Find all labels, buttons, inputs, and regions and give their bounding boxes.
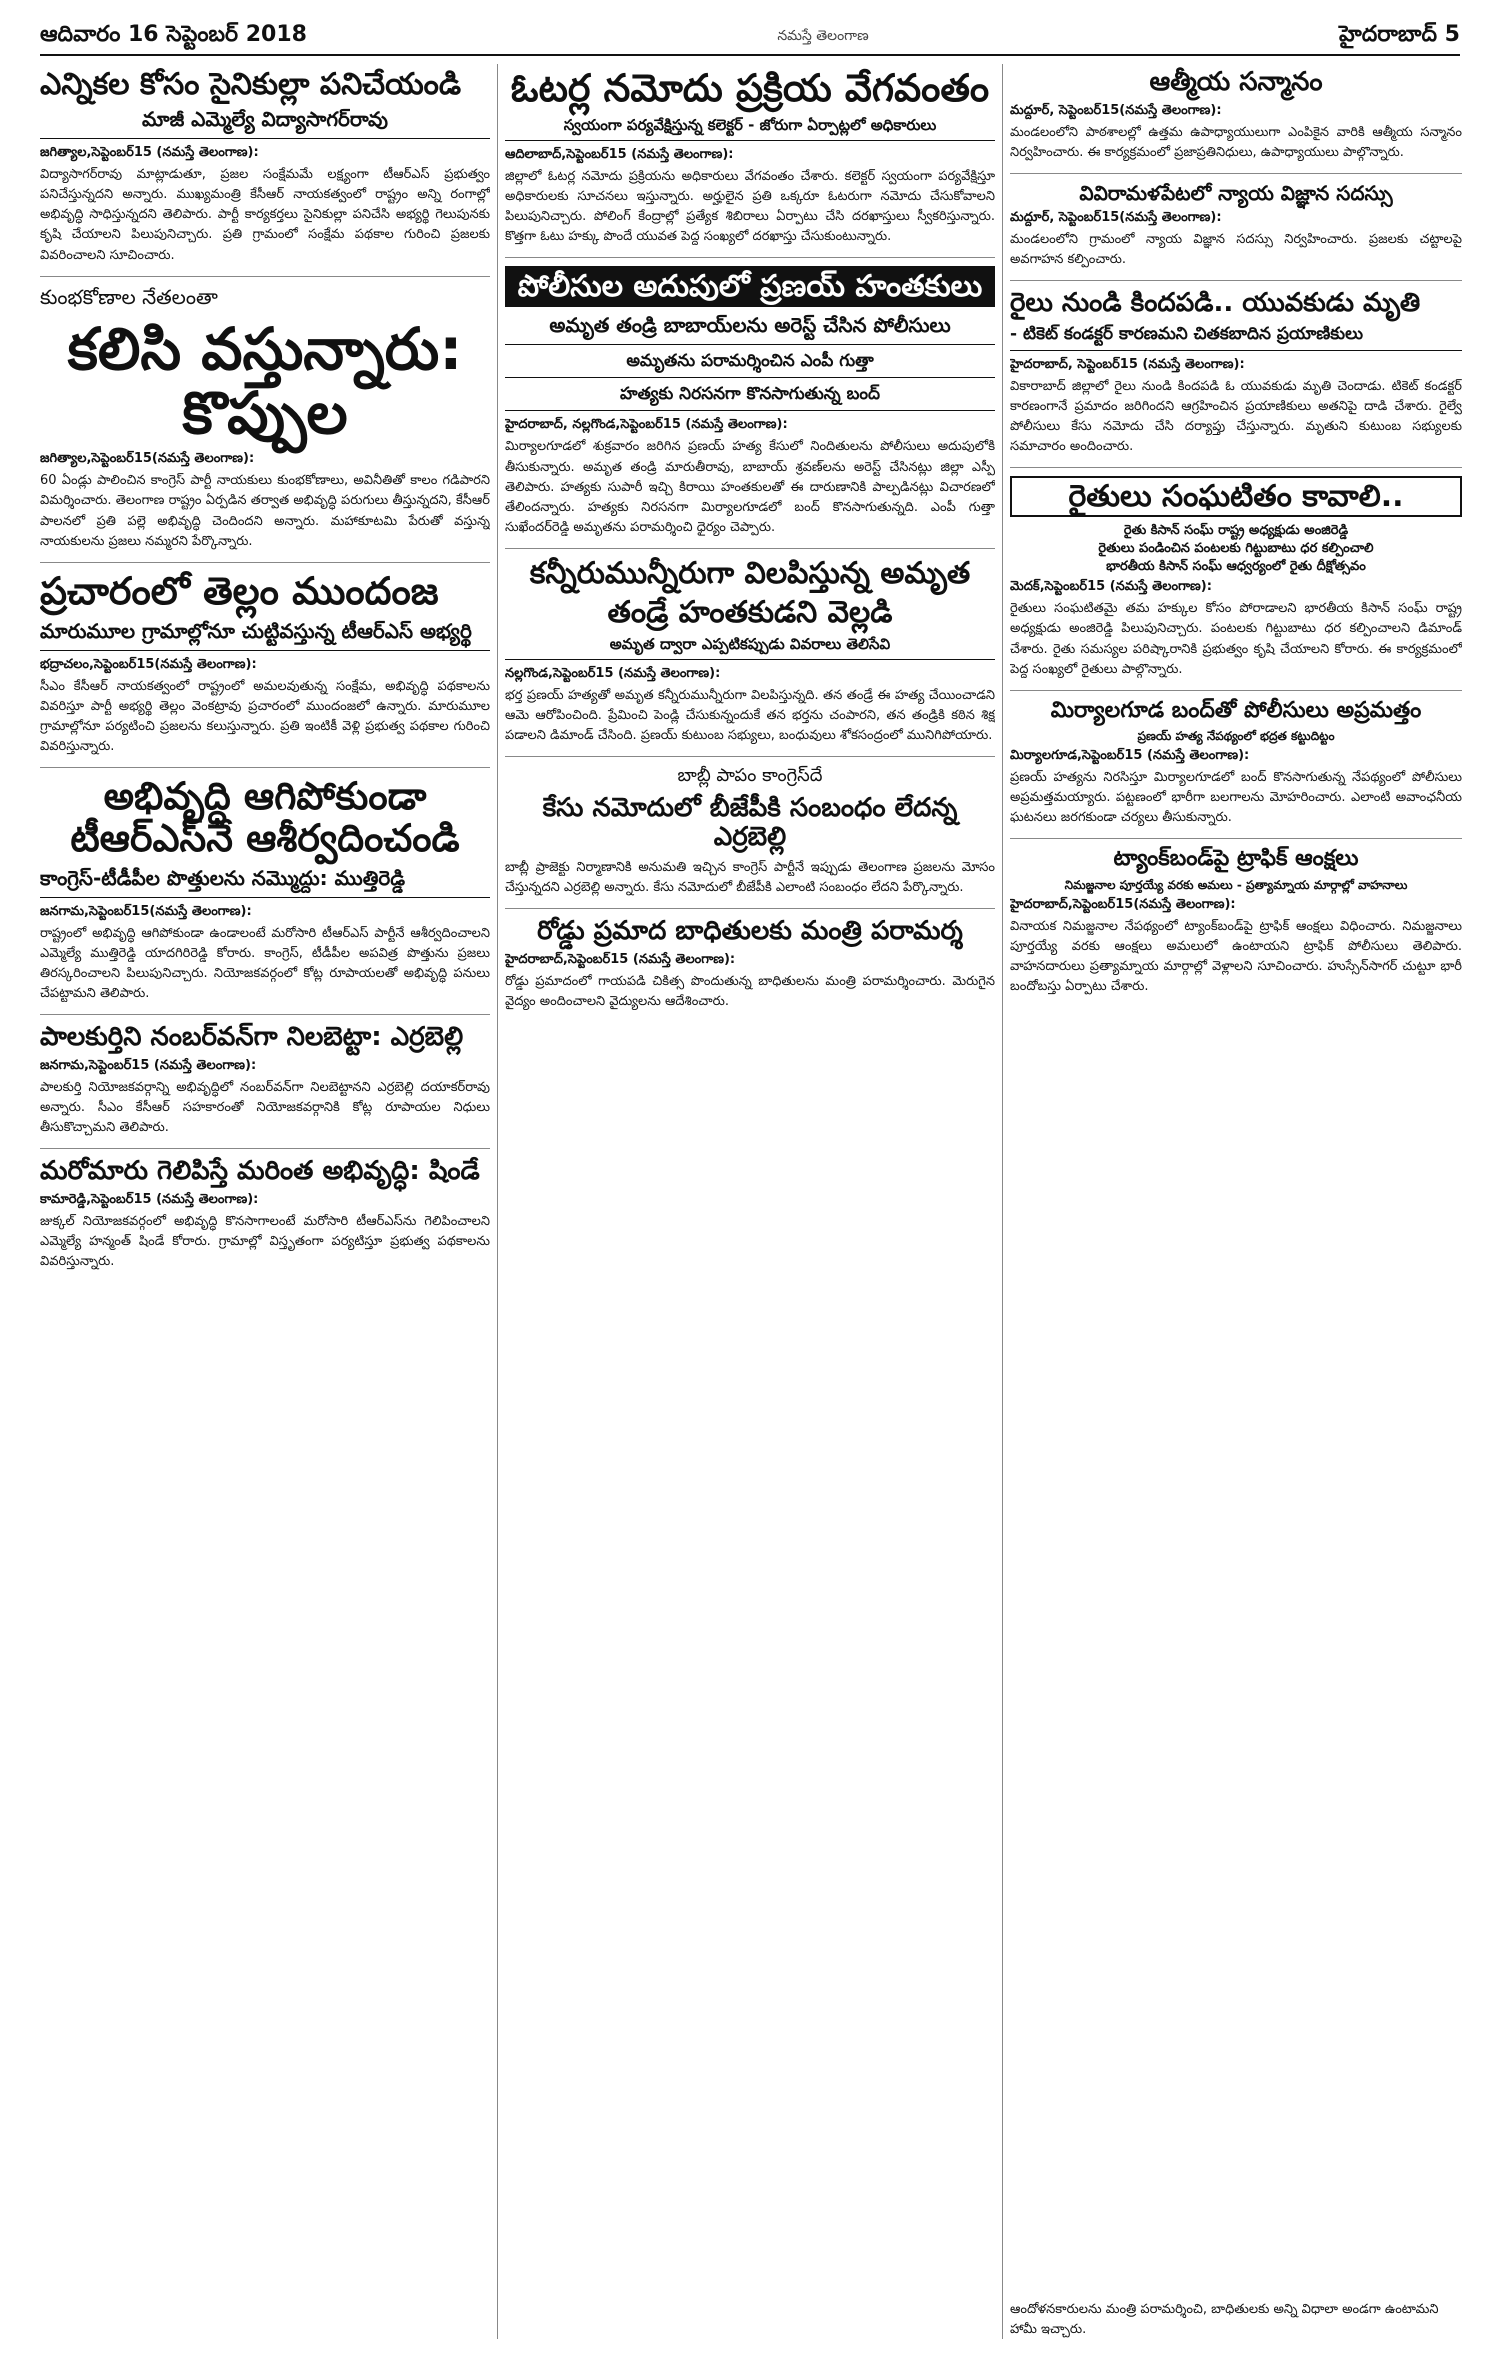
headline: రైలు నుండి కిందపడి.. యువకుడు మృతి xyxy=(1010,288,1421,319)
headline: మరోమారు గెలిపిస్తే మరింత అభివృద్ధి: షిండే xyxy=(40,1156,480,1187)
article-legal-awareness xyxy=(1010,182,1462,270)
subheadline: - టికెట్ కండక్టర్ కారణమని చితకబాదిన ప్రయాణికులు xyxy=(1010,324,1462,351)
article-body: జిల్లాలో ఓటర్ల నమోదు ప్రక్రియను అధికారులు వేగవంతం చేశారు. కలెక్టర్ స్వయంగా పర్యవేక్షిస్తూ అధికారులకు సూచనలు ఇస్తున్నారు. అర్హులైన ప్రతి ఒక్కరూ ఓటరుగా నమోదు చేసుకోవాలని పిలుపునిచ్చారు. పోలింగ్ కేంద్రాల్లో ప్రత్యేక శిబిరాలు ఏర్పాటు చేసి దరఖాస్తులు స్వీకరిస్తున్నారు. కొత్తగా ఓటు హక్కు పొందే యువత పెద్ద సంఖ్యలో దరఖాస్తు చేసుకుంటున్నారు. xyxy=(505,168,995,245)
headline: వివిరామళపేటలో న్యాయ విజ్ఞాన సదస్సు xyxy=(1079,180,1393,205)
headline: ఓటర్ల నమోదు ప్రక్రియ వేగవంతం xyxy=(510,66,990,110)
article-tankbund-traffic xyxy=(1010,847,1462,997)
dateline: నల్లగొండ,సెప్టెంబర్15 (నమస్తే తెలంగాణ): xyxy=(505,666,721,682)
headline: ఆత్మీయ సన్మానం xyxy=(1149,67,1323,97)
divider xyxy=(505,756,995,757)
dateline: హైదరాబాద్,సెప్టెంబర్15 (నమస్తే తెలంగాణ): xyxy=(505,951,736,967)
article-tellam xyxy=(40,568,490,757)
article-body: మిర్యాలగూడలో శుక్రవారం జరిగిన ప్రణయ్ హత్య కేసులో నిందితులను పోలీసులు అదుపులోకి తీసుకున్నారు. అమృత తండ్రి మారుతీరావు, బాబాయ్ శ్రవణ్‌లను అరెస్ట్ చేసినట్లు జిల్లా ఎస్పీ తెలిపారు. హత్యకు సుపారీ ఇచ్చి కిరాయి హంతకులతో ఈ దారుణానికి పాల్పడినట్లు విచారణలో తేలిందన్నారు. హత్యకు నిరసనగా మిర్యాలగూడలో బంద్ కొనసాగుతున్నది. ఎంపీ గుత్తా సుఖేందర్‌రెడ్డి అమృతను పరామర్శించి ధైర్యం చెప్పారు. xyxy=(505,439,995,535)
column-left xyxy=(40,64,490,2339)
dateline: ఆదిలాబాద్,సెప్టెంబర్15 (నమస్తే తెలంగాణ): xyxy=(505,146,734,162)
article-body: వికారాబాద్ జిల్లాలో రైలు నుండి కిందపడి ఓ యువకుడు మృతి చెందాడు. టికెట్ కండక్టర్ కారణంగానే ప్రమాదం జరిగిందని ఆగ్రహించిన ప్రయాణికులు అతనిపై దాడి చేశారు. రైల్వే పోలీసులు కేసు నమోదు చేసి దర్యాప్తు చేస్తున్నారు. మృతుని కుటుంబ సభ్యులకు సమాచారం అందించారు. xyxy=(1010,378,1462,455)
headline: పోలీసుల అదుపులో ప్రణయ్ హంతకులు xyxy=(505,266,995,307)
subheadline: మారుమూల గ్రామాల్లోనూ చుట్టివస్తున్న టీఆర్‌ఎస్ అభ్యర్థి xyxy=(40,619,490,651)
headline: మిర్యాలగూడ బంద్‌తో పోలీసులు అప్రమత్తం xyxy=(1050,697,1422,723)
article-body: రోడ్డు ప్రమాదంలో గాయపడి చికిత్స పొందుతున్న బాధితులను మంత్రి పరామర్శించారు. మెరుగైన వైద్యం అందించాలని వైద్యులను ఆదేశించారు. xyxy=(505,973,995,1009)
subheadline: రైతులు పండించిన పంటలకు గిట్టుబాటు ధర కల్పించాలి xyxy=(1098,541,1374,557)
divider xyxy=(40,1148,490,1149)
divider xyxy=(40,1014,490,1015)
divider xyxy=(1010,467,1462,468)
article-felicitation xyxy=(1010,68,1462,163)
article-road-accident xyxy=(505,917,995,1012)
divider xyxy=(505,908,995,909)
article-babli xyxy=(505,765,995,897)
subheadline: ప్రణయ్ హత్య నేపథ్యంలో భద్రత కట్టుదిట్టం xyxy=(1137,729,1335,744)
divider xyxy=(505,548,995,549)
dateline: జగిత్యాల,సెప్టెంబర్15(నమస్తే తెలంగాణ): xyxy=(40,451,255,467)
article-body: మండలంలోని గ్రామంలో న్యాయ విజ్ఞాన సదస్సు నిర్వహించారు. ప్రజలకు చట్టాలపై అవగాహన కల్పించారు. xyxy=(1010,231,1462,268)
article-body: మండలంలోని పాఠశాలల్లో ఉత్తమ ఉపాధ్యాయులుగా ఎంపికైన వారికి ఆత్మీయ సన్మానం నిర్వహించారు. ఈ కార్యక్రమంలో ప్రజాప్రతినిధులు, ఉపాధ్యాయులు పాల్గొన్నారు. xyxy=(1010,124,1462,160)
article-body: రైతులు సంఘటితమై తమ హక్కుల కోసం పోరాడాలని భారతీయ కిసాన్ సంఘ్ రాష్ట్ర అధ్యక్షుడు అంజిరెడ్డి పిలుపునిచ్చారు. పంటలకు గిట్టుబాటు ధర కల్పించాలని డిమాండ్ చేశారు. రైతు సమస్యల పరిష్కారానికి ప్రభుత్వం కృషి చేయాలని కోరారు. ఈ కార్యక్రమంలో పెద్ద సంఖ్యలో రైతులు పాల్గొన్నారు. xyxy=(1010,601,1462,677)
subheadline: అమృత తండ్రి బాబాయ్‌లను అరెస్ట్ చేసిన పోలీసులు xyxy=(505,313,995,345)
dateline: హైదరాబాద్, నల్లగొండ,సెప్టెంబర్15 (నమస్తే తెలంగాణ): xyxy=(505,417,788,433)
divider xyxy=(1010,280,1462,281)
subheadline: కాంగ్రెస్-టీడీపీల పొత్తులను నమ్మొద్దు: ముత్తిరెడ్డి xyxy=(40,866,490,898)
dateline: మద్దూర్, సెప్టెంబర్15(నమస్తే తెలంగాణ): xyxy=(1010,102,1222,118)
headline: ప్రచారంలో తెల్లం ముందంజ xyxy=(40,568,439,613)
kicker: కుంభకోణాల నేతలంతా xyxy=(40,284,218,309)
article-koppula xyxy=(40,285,490,552)
divider xyxy=(1010,690,1462,691)
article-train-death xyxy=(1010,289,1462,457)
article-body: భర్త ప్రణయ్ హత్యతో అమృత కన్నీరుమున్నీరుగా విలపిస్తున్నది. తన తండ్రే ఈ హత్య చేయించాడని ఆమె ఆరోపించింది. ప్రేమించి పెండ్లి చేసుకున్నందుకే తన భర్తను చంపారని, తన తండ్రికి కఠిన శిక్ష పడాలని డిమాండ్ చేసింది. ప్రణయ్ కుటుంబ సభ్యులు, బంధువులు శోకసంద్రంలో మునిగిపోయారు. xyxy=(505,688,995,744)
headline-line-2: తండ్రే హంతకుడని వెల్లడి xyxy=(607,595,893,631)
headline: రైతులు సంఘటితం కావాలి.. xyxy=(1010,476,1462,517)
page-label: హైదరాబాద్ 5 xyxy=(1339,22,1460,47)
subheadline: మాజీ ఎమ్మెల్యే విద్యాసాగర్‌రావు xyxy=(40,107,490,139)
dateline: కామారెడ్డి,సెప్టెంబర్15 (నమస్తే తెలంగాణ): xyxy=(40,1191,259,1207)
divider xyxy=(1010,173,1462,174)
headline: రోడ్డు ప్రమాద బాధితులకు మంత్రి పరామర్శ xyxy=(537,915,963,946)
article-election-soldiers xyxy=(40,68,490,266)
article-body: సీఎం కేసీఆర్ నాయకత్వంలో రాష్ట్రంలో అమలవుతున్న సంక్షేమ, అభివృద్ధి పథకాలను వివరిస్తూ పార్టీ అభ్యర్థి తెల్లం వెంకట్రావు ప్రచారంలో ముందంజలో ఉన్నారు. మారుమూల గ్రామాల్లోనూ పర్యటించి ప్రజలను కలుస్తున్నారు. ప్రతి ఇంటికీ వెళ్లి ప్రభుత్వ పథకాల గురించి వివరిస్తున్నారు. xyxy=(40,678,490,755)
dateline: భద్రాచలం,సెప్టెంబర్15(నమస్తే తెలంగాణ): xyxy=(40,656,257,672)
article-amrutha xyxy=(505,557,995,746)
masthead xyxy=(40,20,1460,56)
article-body: ప్రణయ్ హత్యను నిరసిస్తూ మిర్యాలగూడలో బంద్ కొనసాగుతున్న నేపథ్యంలో పోలీసులు అప్రమత్తమయ్యారు. పట్టణంలో భారీగా బలగాలను మోహరించారు. ఎలాంటి అవాంఛనీయ ఘటనలు జరగకుండా చర్యలు తీసుకున్నారు. xyxy=(1010,770,1462,826)
divider xyxy=(40,767,490,768)
article-voter-enrolment xyxy=(505,68,995,247)
article-body: 60 ఏండ్లు పాలించిన కాంగ్రెస్ పార్టీ నాయకులు కుంభకోణాలు, అవినీతితో కాలం గడిపారని విమర్శించారు. తెలంగాణ రాష్ట్రం ఏర్పడిన తర్వాత అభివృద్ధి పరుగులు తీస్తున్నదని, కేసీఆర్ పాలనలో ప్రతి పల్లె అభివృద్ధి చెందిందని అన్నారు. మహాకూటమి పేరుతో వస్తున్న నాయకులను ప్రజలు నమ్మరని పేర్కొన్నారు. xyxy=(40,473,490,549)
divider xyxy=(1010,838,1462,839)
article-body: పాలకుర్తి నియోజకవర్గాన్ని అభివృద్ధిలో నంబర్‌వన్‌గా నిలబెట్టానని ఎర్రబెల్లి దయాకర్‌రావు అన్నారు. సీఎం కేసీఆర్ సహకారంతో నియోజకవర్గానికి కోట్ల రూపాయల నిధులు తీసుకొచ్చామని తెలిపారు. xyxy=(40,1079,490,1136)
subheadline: అమృత ద్వారా ఎప్పటికప్పుడు వివరాలు తెలిసేవి xyxy=(505,635,995,660)
subheadline: స్వయంగా పర్యవేక్షిస్తున్న కలెక్టర్ - జోరుగా ఏర్పాట్లలో అధికారులు xyxy=(505,116,995,141)
divider xyxy=(40,276,490,277)
subheadline: అమృతను పరామర్శించిన ఎంపీ గుత్తా xyxy=(505,351,995,378)
article-body: విద్యాసాగర్‌రావు మాట్లాడుతూ, ప్రజల సంక్షేమమే లక్ష్యంగా టీఆర్‌ఎస్ ప్రభుత్వం పనిచేస్తున్నదని అన్నారు. ముఖ్యమంత్రి కేసీఆర్ నాయకత్వంలో రాష్ట్రం అన్ని రంగాల్లో అభివృద్ధి సాధిస్తున్నదని తెలిపారు. పార్టీ కార్యకర్తలు సైనికుల్లా పనిచేసి అభ్యర్థి గెలుపునకు కృషి చేయాలని పిలుపునిచ్చారు. ప్రతి గ్రామంలో సంక్షేమ పథకాల గురించి ప్రజలకు వివరించాలని సూచించారు. xyxy=(40,167,490,263)
headline: ట్యాంక్‌బండ్‌పై ట్రాఫిక్ ఆంక్షలు xyxy=(1113,846,1359,872)
dateline: హైదరాబాద్,సెప్టెంబర్15(నమస్తే తెలంగాణ): xyxy=(1010,896,1236,912)
column-divider xyxy=(1002,64,1003,2339)
column-right xyxy=(1010,64,1462,2339)
continued-text: ఆందోళనకారులను మంత్రి పరామర్శించి, బాధితులకు అన్ని విధాలా అండగా ఉంటామని హామీ ఇచ్చారు. xyxy=(1010,2302,1439,2337)
subheadline: నిమజ్జనాల పూర్తయ్యే వరకు అమలు - ప్రత్యామ్నాయ మార్గాల్లో వాహనాలు xyxy=(1064,877,1408,892)
dateline: మిర్యాలగూడ,సెప్టెంబర్15 (నమస్తే తెలంగాణ): xyxy=(1010,748,1250,764)
article-miryalaguda-bandh xyxy=(1010,699,1462,829)
divider xyxy=(505,257,995,258)
article-farmers xyxy=(1010,476,1462,680)
dateline: మద్దూర్, సెప్టెంబర్15(నమస్తే తెలంగాణ): xyxy=(1010,209,1222,225)
article-palakurthi xyxy=(40,1023,490,1138)
kicker: బాబ్లీ పాపం కాంగ్రెస్‌దే xyxy=(677,765,823,787)
subheadline: భారతీయ కిసాన్ సంఘ్ ఆధ్వర్యంలో రైతు దీక్షోత్సవం xyxy=(1106,559,1366,575)
article-shinde xyxy=(40,1157,490,1272)
dateline: హైదరాబాద్, సెప్టెంబర్15 (నమస్తే తెలంగాణ): xyxy=(1010,356,1245,372)
dateline: జనగామ,సెప్టెంబర్15(నమస్తే తెలంగాణ): xyxy=(40,903,252,919)
dateline: జగిత్యాల,సెప్టెంబర్15 (నమస్తే తెలంగాణ): xyxy=(40,145,259,160)
subheadline: హత్యకు నిరసనగా కొనసాగుతున్న బంద్ xyxy=(505,384,995,411)
column-divider xyxy=(497,64,498,2339)
divider xyxy=(40,562,490,563)
headline: కేసు నమోదులో బీజేపీకి సంబంధం లేదన్న ఎర్రబెల్లి xyxy=(542,793,958,853)
headline: కన్నీరుమున్నీరుగా విలపిస్తున్న అమృత xyxy=(529,556,971,592)
dateline: మెదక్,సెప్టెంబర్15 (నమస్తే తెలంగాణ): xyxy=(1010,579,1212,595)
paper-name: నమస్తే తెలంగాణ xyxy=(777,27,869,44)
article-body: జుక్కల్ నియోజకవర్గంలో అభివృద్ధి కొనసాగాలంటే మరోసారి టీఆర్‌ఎస్‌ను గెలిపించాలని ఎమ్మెల్యే హన్మంత్ షిండే కోరారు. గ్రామాల్లో విస్తృతంగా పర్యటిస్తూ ప్రభుత్వ పథకాలను వివరిస్తున్నారు. xyxy=(40,1213,490,1270)
article-body: బాబ్లీ ప్రాజెక్టు నిర్మాణానికి అనుమతి ఇచ్చిన కాంగ్రెస్ పార్టీనే ఇప్పుడు తెలంగాణ ప్రజలను మోసం చేస్తున్నదని ఎర్రబెల్లి అన్నారు. కేసు నమోదులో బీజేపీకి ఎలాంటి సంబంధం లేదని పేర్కొన్నారు. xyxy=(505,859,995,895)
headline: అభివృద్ధి ఆగిపోకుండా టీఆర్‌ఎస్‌నే ఆశీర్వదించండి xyxy=(70,774,460,861)
issue-date: ఆదివారం 16 సెప్టెంబర్ 2018 xyxy=(40,22,307,47)
subheadline: రైతు కిసాన్ సంఘ్ రాష్ట్ర అధ్యక్షుడు అంజిరెడ్డి xyxy=(1123,523,1349,539)
article-body: రాష్ట్రంలో అభివృద్ధి ఆగిపోకుండా ఉండాలంటే మరోసారి టీఆర్‌ఎస్ పార్టీనే ఆశీర్వదించాలని ఎమ్మెల్యే ముత్తిరెడ్డి యాదగిరిరెడ్డి కోరారు. కాంగ్రెస్, టీడీపీల అపవిత్ర పొత్తును ప్రజలు తిరస్కరించాలని పిలుపునిచ్చారు. నియోజకవర్గంలో కోట్ల రూపాయలతో అభివృద్ధి పనులు చేపట్టామని తెలిపారు. xyxy=(40,925,490,1002)
article-body: వినాయక నిమజ్జనాల నేపథ్యంలో ట్యాంక్‌బండ్‌పై ట్రాఫిక్ ఆంక్షలు విధించారు. నిమజ్జనాలు పూర్తయ్యే వరకు ఆంక్షలు అమలులో ఉంటాయని ట్రాఫిక్ పోలీసులు తెలిపారు. వాహనదారులు ప్రత్యామ్నాయ మార్గాల్లో వెళ్లాలని సూచించారు. హుస్సేన్‌సాగర్ చుట్టూ భారీ బందోబస్తు ఏర్పాటు చేశారు. xyxy=(1010,918,1462,995)
column-middle xyxy=(505,64,995,2339)
headline: పాలకుర్తిని నంబర్‌వన్‌గా నిలబెట్టా: ఎర్రబెల్లి xyxy=(40,1022,464,1053)
article-muthireddy xyxy=(40,776,490,1004)
headline: ఎన్నికల కోసం సైనికుల్లా పనిచేయండి xyxy=(40,67,462,102)
article-pranay-arrest xyxy=(505,266,995,538)
headline: కలిసి వస్తున్నారు: కొప్పుల xyxy=(67,314,463,447)
dateline: జనగామ,సెప్టెంబర్15 (నమస్తే తెలంగాణ): xyxy=(40,1057,257,1073)
